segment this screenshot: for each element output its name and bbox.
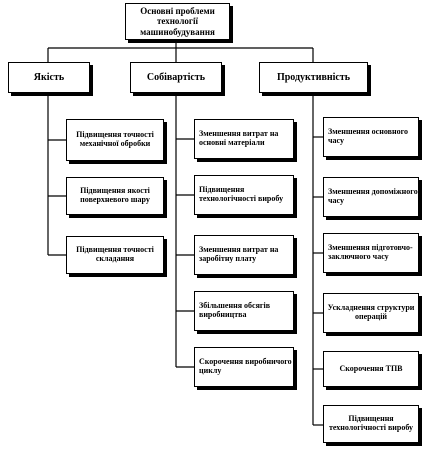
quality-item-3 bbox=[66, 236, 164, 274]
quality-item-3-label: Підвищення точності складання bbox=[76, 245, 154, 263]
productivity-item-6-label: Підвищення технологічності виробу bbox=[328, 414, 414, 432]
category-productivity-label: Продуктивність bbox=[276, 71, 351, 83]
cost-item-5-label: Скорочення виробничого циклу bbox=[199, 357, 292, 375]
category-quality bbox=[8, 62, 90, 93]
productivity-item-1 bbox=[323, 117, 419, 157]
quality-item-1 bbox=[66, 119, 164, 161]
productivity-item-2 bbox=[323, 177, 419, 217]
productivity-item-4-label: Ускладнення структури операцій bbox=[327, 303, 415, 321]
category-cost-label: Собівартість bbox=[146, 71, 206, 83]
cost-item-1 bbox=[194, 119, 294, 159]
cost-item-2-label: Підвищення технологічності виробу bbox=[199, 185, 284, 203]
productivity-item-1-label: Зменшення основного часу bbox=[328, 127, 409, 145]
productivity-item-2-label: Зменшення допоміжного часу bbox=[328, 187, 418, 205]
category-cost bbox=[130, 62, 222, 93]
cost-item-5 bbox=[194, 347, 294, 387]
cost-item-1-label: Зменшення витрат на основні матеріали bbox=[199, 129, 279, 147]
root-box bbox=[125, 3, 230, 40]
quality-item-1-label: Підвищення точності механічної обробки bbox=[76, 130, 154, 148]
cost-item-3-label: Зменшення витрат на заробітну плату bbox=[199, 245, 279, 263]
cost-item-4 bbox=[194, 291, 294, 331]
quality-item-2 bbox=[66, 177, 164, 215]
cost-item-3 bbox=[194, 235, 294, 275]
productivity-item-3 bbox=[323, 233, 419, 273]
productivity-item-5 bbox=[323, 351, 419, 387]
quality-item-2-label: Підвищення якості поверхневого шару bbox=[80, 186, 150, 204]
category-productivity bbox=[259, 62, 368, 93]
productivity-item-5-label: Скорочення ТПВ bbox=[339, 363, 403, 373]
productivity-item-3-label: Зменшення підготовчо-заключного часу bbox=[328, 243, 413, 261]
cost-item-2 bbox=[194, 175, 294, 215]
productivity-item-4 bbox=[323, 293, 419, 333]
category-quality-label: Якість bbox=[33, 71, 65, 83]
root-label: Основні проблеми технології машинобудування bbox=[140, 6, 215, 37]
cost-item-4-label: Збільшення обсягів виробництва bbox=[199, 301, 271, 319]
productivity-item-6 bbox=[323, 405, 419, 443]
